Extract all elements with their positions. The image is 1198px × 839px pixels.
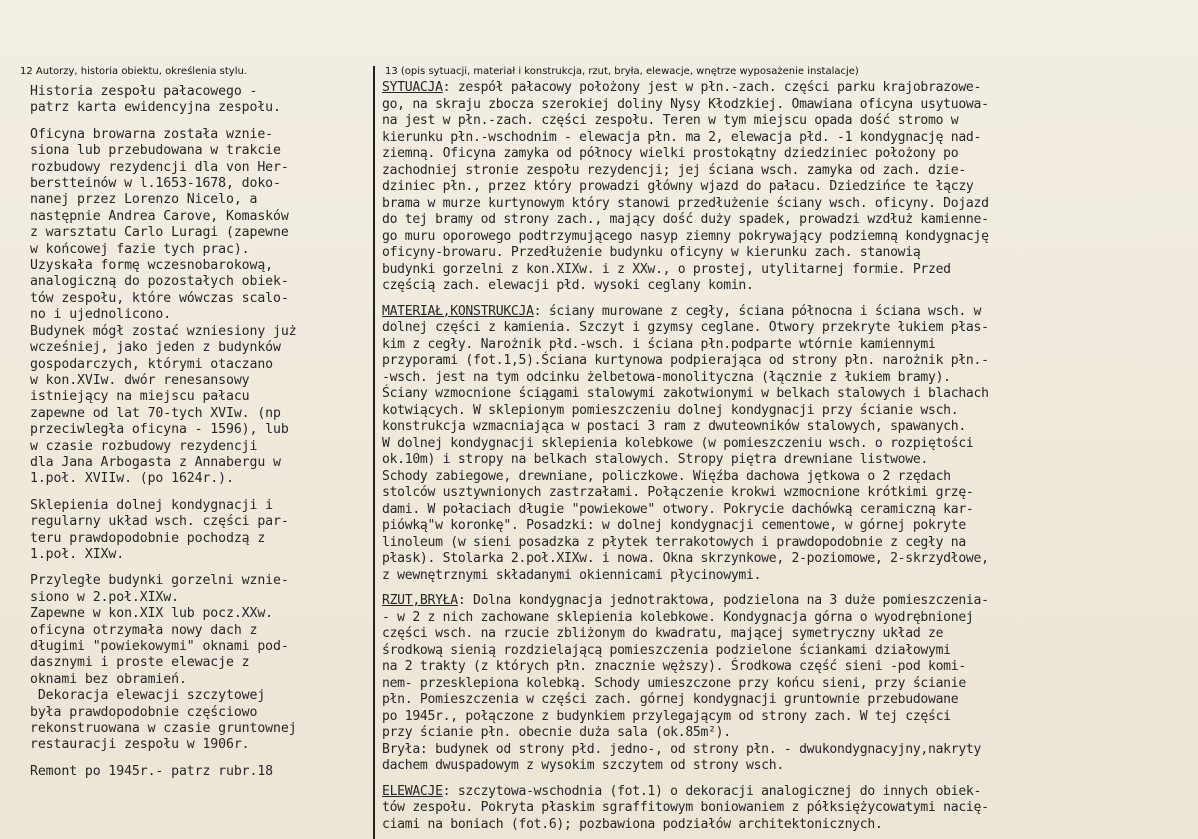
section-label: MATERIAŁ,KONSTRUKCJA bbox=[382, 303, 534, 319]
section-gap bbox=[382, 295, 1182, 304]
text-line: była prawdopodobnie częściowo bbox=[30, 704, 258, 720]
text-line: go, na skraju zbocza szerokiej doliny Nysy Kłodzkiej. Omawiana oficyna usytuowa- bbox=[382, 96, 989, 112]
text-line: Bryła: budynek od strony płd. jedno-, od strony płn. - dwukondygnacyjny,nakryty bbox=[382, 741, 982, 757]
section-label: SYTUACJA bbox=[382, 80, 443, 95]
text-line: W dolnej kondygnacji sklepienia kolebkowe (w pomieszczeniu wsch. o rozpiętości bbox=[382, 435, 974, 451]
text-line: ciami na boniach (fot.6); pozbawiona podziałów architektonicznych. bbox=[382, 816, 883, 832]
section-rzut-bry-a bbox=[382, 593, 1182, 775]
text-line: Budynek mógł zostać wzniesiony już bbox=[30, 323, 297, 339]
text-line: konstrukcja wzmacniająca w postaci 3 ram z dwuteowników stalowych, spawanych. bbox=[382, 419, 966, 434]
text-line: oficyny-browaru. Przedłużenie budynku oficyny w kierunku zach. stanowią bbox=[382, 245, 921, 260]
history-paragraph bbox=[30, 127, 370, 488]
text-line: rekonstruowana w czasie gruntownej bbox=[30, 721, 297, 737]
text-line: w kon.XVIw. dwór renesansowy bbox=[30, 372, 250, 388]
text-line: MATERIAŁ,KONSTRUKCJA: ściany murowane z cegły, ściana północna i ściana wsch. w bbox=[382, 303, 982, 319]
text-line: wcześniej, jako jeden z budynków bbox=[30, 340, 281, 356]
text-line: patrz karta ewidencyjna zespołu. bbox=[30, 100, 281, 116]
text-line: Zapewne w kon.XIX lub pocz.XXw. bbox=[30, 606, 274, 622]
section-materia-konstrukcja bbox=[382, 304, 1182, 585]
text-line: tów zespołu. Pokryta płaskim sgraffitowym boniowaniem z półksiężycowatymi nacię- bbox=[382, 800, 989, 815]
text-line: dami. W połaciach długie "powiekowe" otwory. Pokrycie dachówką ceramiczną kar- bbox=[382, 501, 974, 517]
text-line: dachem dwuspadowym z wysokim szczytem od strony wsch. bbox=[382, 758, 784, 773]
text-line: stolców usztywnionych zastrzałami. Połączenie krokwi wzmocnione krótkimi grzę- bbox=[382, 485, 974, 500]
left-column-header: 12 Autorzy, historia obiektu, określenia stylu. bbox=[20, 66, 247, 77]
paragraph-gap bbox=[30, 117, 370, 127]
text-line: 1.poł. XIXw. bbox=[30, 546, 125, 562]
paragraph-gap bbox=[30, 563, 370, 573]
history-paragraph bbox=[30, 84, 370, 117]
history-paragraph bbox=[30, 764, 370, 780]
text-line: Oficyna browarna została wznie- bbox=[30, 126, 274, 142]
text-line: przeciwległa oficyna - 1596), lub bbox=[30, 422, 289, 438]
text-line: przy ścianie płn. obecnie duża sala (ok.85m²). bbox=[382, 725, 731, 740]
section-gap bbox=[382, 584, 1182, 593]
text-line: Sklepienia dolnej kondygnacji i bbox=[30, 497, 274, 513]
history-paragraph bbox=[30, 498, 370, 564]
text-line: berstteinów w l.1653-1678, doko- bbox=[30, 176, 281, 192]
text-line: środkową sienią rozdzielającą pomieszczenia podzielone ściankami działowymi bbox=[382, 642, 951, 658]
text-line: RZUT,BRYŁA: Dolna kondygnacja jednotraktowa, podzielona na 3 duże pomieszczenia- bbox=[382, 593, 989, 608]
text-line: kierunku płn.-wschodnim - elewacja płn. ma 2, elewacja płd. -1 kondygnację nad- bbox=[382, 129, 982, 145]
text-line: płn. Pomieszczenia w części zach. górnej kondygnacji gruntownie przebudowane bbox=[382, 692, 959, 707]
text-line: Dekoracja elewacji szczytowej bbox=[30, 688, 266, 704]
text-line: przyporami (fot.1,5).Ściana kurtynowa podpierająca od strony płn. narożnik płn.- bbox=[382, 353, 989, 368]
text-line: Przyległe budynki gorzelni wznie- bbox=[30, 573, 289, 589]
text-line: do tej bramy od strony zach., mający dość duży spadek, prowadzi wzdłuż kamienne- bbox=[382, 212, 989, 227]
text-line: no i ujednolicono. bbox=[30, 307, 172, 323]
text-line: restauracji zespołu w 1906r. bbox=[30, 737, 250, 753]
text-line: na 2 trakty (z których płn. znacznie węższy). Środkowa część sieni -pod komi- bbox=[382, 659, 966, 674]
right-column-header: 13 (opis sytuacji, materiał i konstrukcja, rzut, bryła, elewacje, wnętrze wyposażenie instalacje) bbox=[385, 66, 859, 77]
text-line: regularny układ wsch. części par- bbox=[30, 514, 289, 530]
text-line: teru prawdopodobnie pochodzą z bbox=[30, 530, 266, 546]
text-line: ziemną. Oficyna zamyka od północy wielki prostokątny dziedziniec położony po bbox=[382, 146, 959, 161]
text-line: tów zespołu, które wówczas scalo- bbox=[30, 290, 289, 306]
text-line: oknami bez obramień. bbox=[30, 671, 187, 687]
text-line: częścią zach. elewacji płd. wysoki ceglany komin. bbox=[382, 278, 754, 293]
text-line: kim z cegły. Narożnik płd.-wsch. i ściana płn.podparte wtórnie kamiennymi bbox=[382, 336, 936, 352]
text-line: siona lub przebudowana w trakcie bbox=[30, 143, 281, 159]
description-column bbox=[382, 80, 1182, 833]
text-line: dziniec płn., przez który prowadzi główny wjazd do pałacu. Dziedzińce te łączy bbox=[382, 179, 974, 194]
text-line: go muru oporowego podtrzymującego nasyp ziemny pokrywający podziemną kondygnację bbox=[382, 228, 989, 244]
text-line: zapewne od lat 70-tych XVIw. (np bbox=[30, 405, 281, 421]
text-line: istniejący na miejscu pałacu bbox=[30, 389, 250, 405]
text-line: linoleum (w sieni posadzka z płytek terrakotowych i prawdopodobnie z cegły na bbox=[382, 534, 966, 550]
paragraph-gap bbox=[30, 488, 370, 498]
text-line: Schody zabiegowe, drewniane, policzkowe. Więźba dachowa jętkowa o 2 rzędach bbox=[382, 468, 951, 484]
text-line: ELEWACJE: szczytowa-wschodnia (fot.1) o dekoracji analogicznej do innych obiek- bbox=[382, 783, 982, 799]
text-line: w czasie rozbudowy rezydencji bbox=[30, 438, 258, 454]
text-line: brama w murze kurtynowym który stanowi przedłużenie ściany wsch. oficyny. Dojazd bbox=[382, 195, 989, 211]
text-line: dla Jana Arbogasta z Annabergu w bbox=[30, 454, 281, 470]
text-line: z warsztatu Carlo Luragi (zapewne bbox=[30, 225, 289, 241]
text-line: części wsch. na rzucie zbliżonym do kwadratu, mającej symetryczny układ ze bbox=[382, 626, 944, 641]
section-label: RZUT,BRYŁA bbox=[382, 593, 458, 608]
section-elewacje bbox=[382, 784, 1182, 834]
text-line: rozbudowy rezydencji dla von Her- bbox=[30, 159, 289, 175]
text-line: długimi "powiekowymi" oknami pod- bbox=[30, 639, 289, 654]
text-line: płask). Stolarka 2.poł.XIXw. i nowa. Okna skrzynkowe, 2-poziomowe, 2-skrzydłowe, bbox=[382, 551, 989, 566]
text-line: budynki gorzelni z kon.XIXw. i z XXw., o prostej, utylitarnej formie. Przed bbox=[382, 261, 951, 277]
text-line: 1.poł. XVIIw. (po 1624r.). bbox=[30, 471, 234, 487]
history-paragraph bbox=[30, 573, 370, 753]
text-line: Remont po 1945r.- patrz rubr.18 bbox=[30, 763, 274, 779]
text-line: z wewnętrznymi składanymi okiennicami płycinowymi. bbox=[382, 567, 762, 583]
text-line: oficyna otrzymała nowy dach z bbox=[30, 622, 258, 638]
text-line: Historia zespołu pałacowego - bbox=[30, 84, 258, 99]
text-line: -wsch. jest na tym odcinku żelbetowa-monolityczna (łącznie z łukiem bramy). bbox=[382, 369, 951, 385]
text-line: analogiczną do pozostałych obiek- bbox=[30, 274, 289, 290]
history-column bbox=[30, 84, 370, 780]
section-sytuacja bbox=[382, 80, 1182, 295]
text-line: dolnej części z kamienia. Szczyt i gzymsy ceglane. Otwory przekryte łukiem płas- bbox=[382, 320, 989, 335]
text-line: - w 2 z nich zachowane sklepienia kolebkowe. Kondygnacja górna o wyodrębnionej bbox=[382, 609, 974, 625]
text-line: po 1945r., połączone z budynkiem przylegającym od strony zach. W tej części bbox=[382, 708, 951, 724]
section-label: ELEWACJE bbox=[382, 783, 443, 799]
text-line: ok.10m) i stropy na belkach stalowych. Stropy piętra drewniane listwowe. bbox=[382, 452, 928, 467]
text-line: nanej przez Lorenzo Nicelo, a bbox=[30, 192, 258, 208]
text-line: piówką"w koronkę". Posadzki: w dolnej kondygnacji cementowe, w górnej pokryte bbox=[382, 518, 966, 533]
paragraph-gap bbox=[30, 754, 370, 764]
text-line: następnie Andrea Carove, Komasków bbox=[30, 208, 289, 224]
text-line: siono w 2.poł.XIXw. bbox=[30, 589, 179, 605]
text-line: SYTUACJA: zespół pałacowy położony jest w płn.-zach. części parku krajobrazowe- bbox=[382, 80, 982, 95]
text-line: zachodniej stronie zespołu rezydencji; jej ściana wsch. zamyka od zach. dzie- bbox=[382, 162, 966, 178]
text-line: nem- przesklepiona kolebką. Schody umieszczone przy końcu sieni, przy ścianie bbox=[382, 675, 966, 691]
text-line: gospodarczych, którymi otaczano bbox=[30, 356, 274, 372]
section-gap bbox=[382, 775, 1182, 784]
text-line: dasznymi i proste elewacje z bbox=[30, 655, 250, 671]
text-line: na jest w płn.-zach. części zespołu. Teren w tym miejscu opada dość stromo w bbox=[382, 113, 959, 128]
column-divider bbox=[373, 66, 375, 839]
text-line: w końcowej fazie tych prac). bbox=[30, 241, 250, 257]
text-line: Uzyskała formę wczesnobarokową, bbox=[30, 258, 274, 274]
text-line: kotwiących. W sklepionym pomieszczeniu dolnej kondygnacji przy ścianie wsch. bbox=[382, 402, 959, 418]
text-line: Ściany wzmocnione ściągami stalowymi zakotwionymi w belkach stalowych i blachach bbox=[382, 386, 989, 401]
